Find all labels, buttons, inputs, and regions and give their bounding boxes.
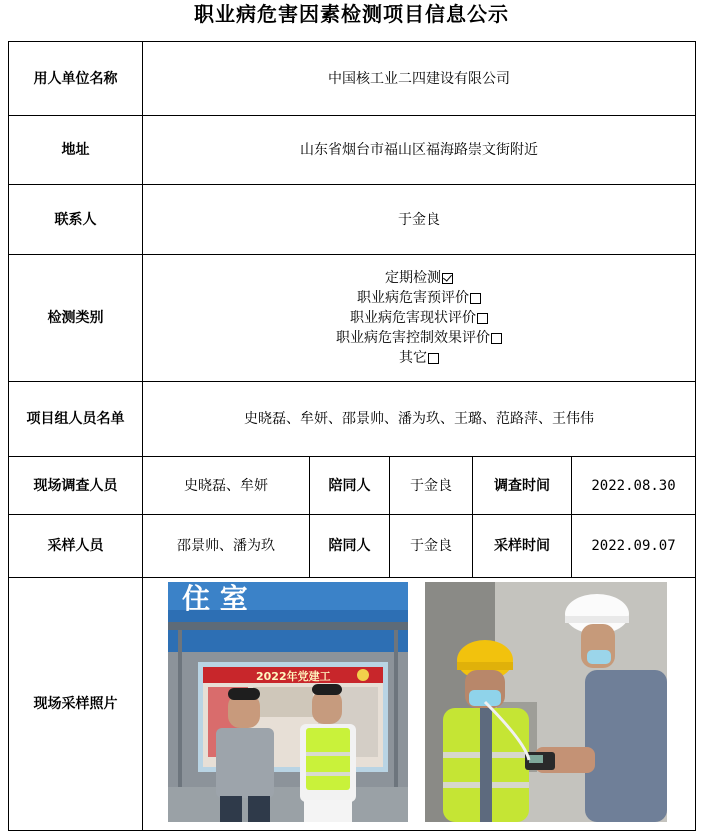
row-sampling <box>9 515 696 578</box>
row-detection-type <box>9 255 696 382</box>
employer-label: 用人单位名称 <box>9 42 143 116</box>
checkbox-icon <box>470 293 481 304</box>
detection-type-option <box>357 288 481 308</box>
option-text: 职业病危害控制效果评价 <box>336 330 491 346</box>
row-contact <box>9 185 696 255</box>
checkbox-icon <box>442 273 453 284</box>
option-text: 职业病危害预评价 <box>357 290 470 306</box>
row-survey <box>9 457 696 515</box>
checkbox-icon <box>491 333 502 344</box>
detection-type-option <box>399 348 439 368</box>
row-employer <box>9 42 696 116</box>
row-photos <box>9 578 696 831</box>
team-value: 史晓磊、牟妍、邵景帅、潘为玖、王璐、范路萍、王伟伟 <box>143 382 696 457</box>
option-text: 职业病危害现状评价 <box>350 310 477 326</box>
banner-text: 2022年党建工 <box>256 670 331 683</box>
detection-type-option <box>385 268 453 288</box>
survey-companion-label: 陪同人 <box>310 457 390 515</box>
photos-label: 现场采样照片 <box>9 578 143 831</box>
option-text: 定期检测 <box>385 270 442 286</box>
contact-label: 联系人 <box>9 185 143 255</box>
option-text: 其它 <box>399 350 428 366</box>
detection-type-list <box>147 268 691 368</box>
employer-value: 中国核工业二四建设有限公司 <box>143 42 696 116</box>
sampling-value: 邵景帅、潘为玖 <box>143 515 310 578</box>
address-value: 山东省烟台市福山区福海路崇文街附近 <box>143 116 696 185</box>
detection-type-cell <box>143 255 696 382</box>
sampling-time-label: 采样时间 <box>473 515 572 578</box>
address-label: 地址 <box>9 116 143 185</box>
photos-cell <box>143 578 696 831</box>
row-team <box>9 382 696 457</box>
sampling-time-value: 2022.09.07 <box>572 515 696 578</box>
detection-type-option <box>350 308 488 328</box>
survey-companion-value: 于金良 <box>390 457 473 515</box>
contact-value: 于金良 <box>143 185 696 255</box>
checkbox-icon <box>428 353 439 364</box>
info-table <box>8 41 696 831</box>
site-photo-1 <box>168 582 408 822</box>
detection-type-label: 检测类别 <box>9 255 143 382</box>
sampling-label: 采样人员 <box>9 515 143 578</box>
sampling-companion-label: 陪同人 <box>310 515 390 578</box>
checkbox-icon <box>477 313 488 324</box>
sign-text: 住 室 <box>182 582 248 615</box>
survey-label: 现场调查人员 <box>9 457 143 515</box>
team-label: 项目组人员名单 <box>9 382 143 457</box>
detection-type-option <box>336 328 502 348</box>
row-address <box>9 116 696 185</box>
page-title: 职业病危害因素检测项目信息公示 <box>194 2 509 26</box>
survey-time-label: 调查时间 <box>473 457 572 515</box>
photos-container <box>143 578 695 830</box>
survey-time-value: 2022.08.30 <box>572 457 696 515</box>
survey-value: 史晓磊、牟妍 <box>143 457 310 515</box>
site-photo-2 <box>425 582 667 822</box>
sampling-companion-value: 于金良 <box>390 515 473 578</box>
